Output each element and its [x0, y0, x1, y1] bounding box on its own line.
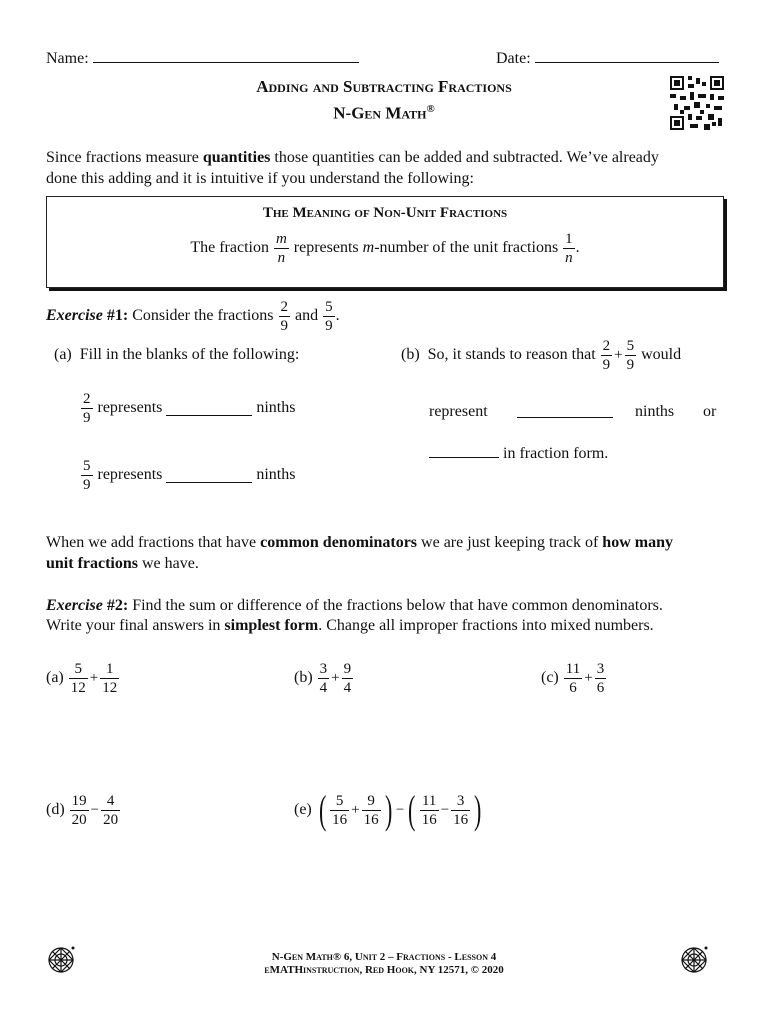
exercise-1-prompt: Exercise #1: Consider the fractions $\frac{2}{9}$ and $\frac{5}{9}$ .: [46, 298, 340, 334]
date-blank[interactable]: [535, 48, 719, 63]
exercise-2-prompt-line-2: Write your final answers in simplest form. Change all improper fractions into mixed numbers.: [46, 617, 654, 634]
name-blank[interactable]: [93, 48, 359, 63]
exercise-1b-ninths: ninths: [635, 403, 675, 420]
blank-1a-1[interactable]: [166, 401, 252, 416]
blank-1a-2[interactable]: [166, 468, 252, 483]
exercise-1a-prompt: (a) Fill in the blanks of the following:: [54, 346, 300, 363]
exercise-1b-fraction-form: in fraction form.: [429, 443, 608, 464]
meaning-box: [46, 196, 724, 288]
date-line: [496, 48, 719, 69]
name-line: [46, 48, 359, 69]
page-title-block: [0, 76, 768, 125]
fraction-m-over-n: $\frac{m}{n}$: [275, 231, 287, 266]
common-denominators-line-2: unit fractions we have.: [46, 555, 199, 572]
intro-line-1: Since fractions measure quantities those quantities can be added and subtracted. We’ve already: [46, 149, 659, 166]
qr-code-icon: [670, 76, 724, 130]
exercise-1b-or: or: [703, 403, 717, 420]
exercise-1a-row-1: $\frac{2}{9}$ represents ninths: [83, 390, 296, 426]
exercise-1b-prompt: (b) So, it stands to reason that $\frac{2}{9}$ + $\frac{5}{9}$ would: [401, 337, 682, 373]
problem-c: (c) $\frac{11}{6}$ + $\frac{3}{6}$: [541, 660, 605, 696]
page-title: Adding and Subtracting Fractions: [256, 77, 512, 96]
name-label: Name:: [46, 50, 89, 67]
intro-line-2: done this adding and it is intuitive if you understand the following:: [46, 170, 474, 187]
problem-a: (a) $\frac{5}{12}$ + $\frac{1}{12}$: [46, 660, 118, 696]
meaning-box-title: The Meaning of Non-Unit Fractions: [262, 205, 508, 221]
exercise-1b-represent: represent: [429, 403, 488, 420]
problem-b: (b) $\frac{3}{4}$ + $\frac{9}{4}$: [294, 660, 352, 696]
footer-line-2: eMATHinstruction, Red Hook, NY 12571, © 2020: [264, 964, 504, 976]
date-label: Date:: [496, 50, 531, 67]
blank-1b-ninths[interactable]: [517, 403, 613, 418]
footer-line-1: N-Gen Math® 6, Unit 2 – Fractions - Lesson 4: [271, 951, 497, 963]
fraction-1-over-n: $\frac{1}{n}$: [565, 231, 573, 266]
page-subtitle: N-Gen Math®: [333, 103, 435, 123]
problem-d: (d) $\frac{19}{20}$ − $\frac{4}{20}$: [46, 792, 119, 828]
blank-1b-fraction[interactable]: [429, 443, 499, 458]
exercise-2-prompt-line-1: Exercise #2: Find the sum or difference of the fractions below that have common denominators.: [46, 597, 663, 614]
problem-e: (e) ( $\frac{5}{16}$ + $\frac{9}{16}$ ) − ( $\frac{11}{16}$ − $\frac{3}{16}$ ): [294, 787, 482, 832]
common-denominators-line-1: When we add fractions that have common denominators we are just keeping track of how many: [46, 534, 673, 551]
exercise-1a-row-2: $\frac{5}{9}$ represents ninths: [83, 457, 296, 493]
meaning-box-statement: The fraction $\frac{m}{n}$ represents m-number of the unit fractions $\frac{1}{n}$ .: [190, 231, 580, 266]
